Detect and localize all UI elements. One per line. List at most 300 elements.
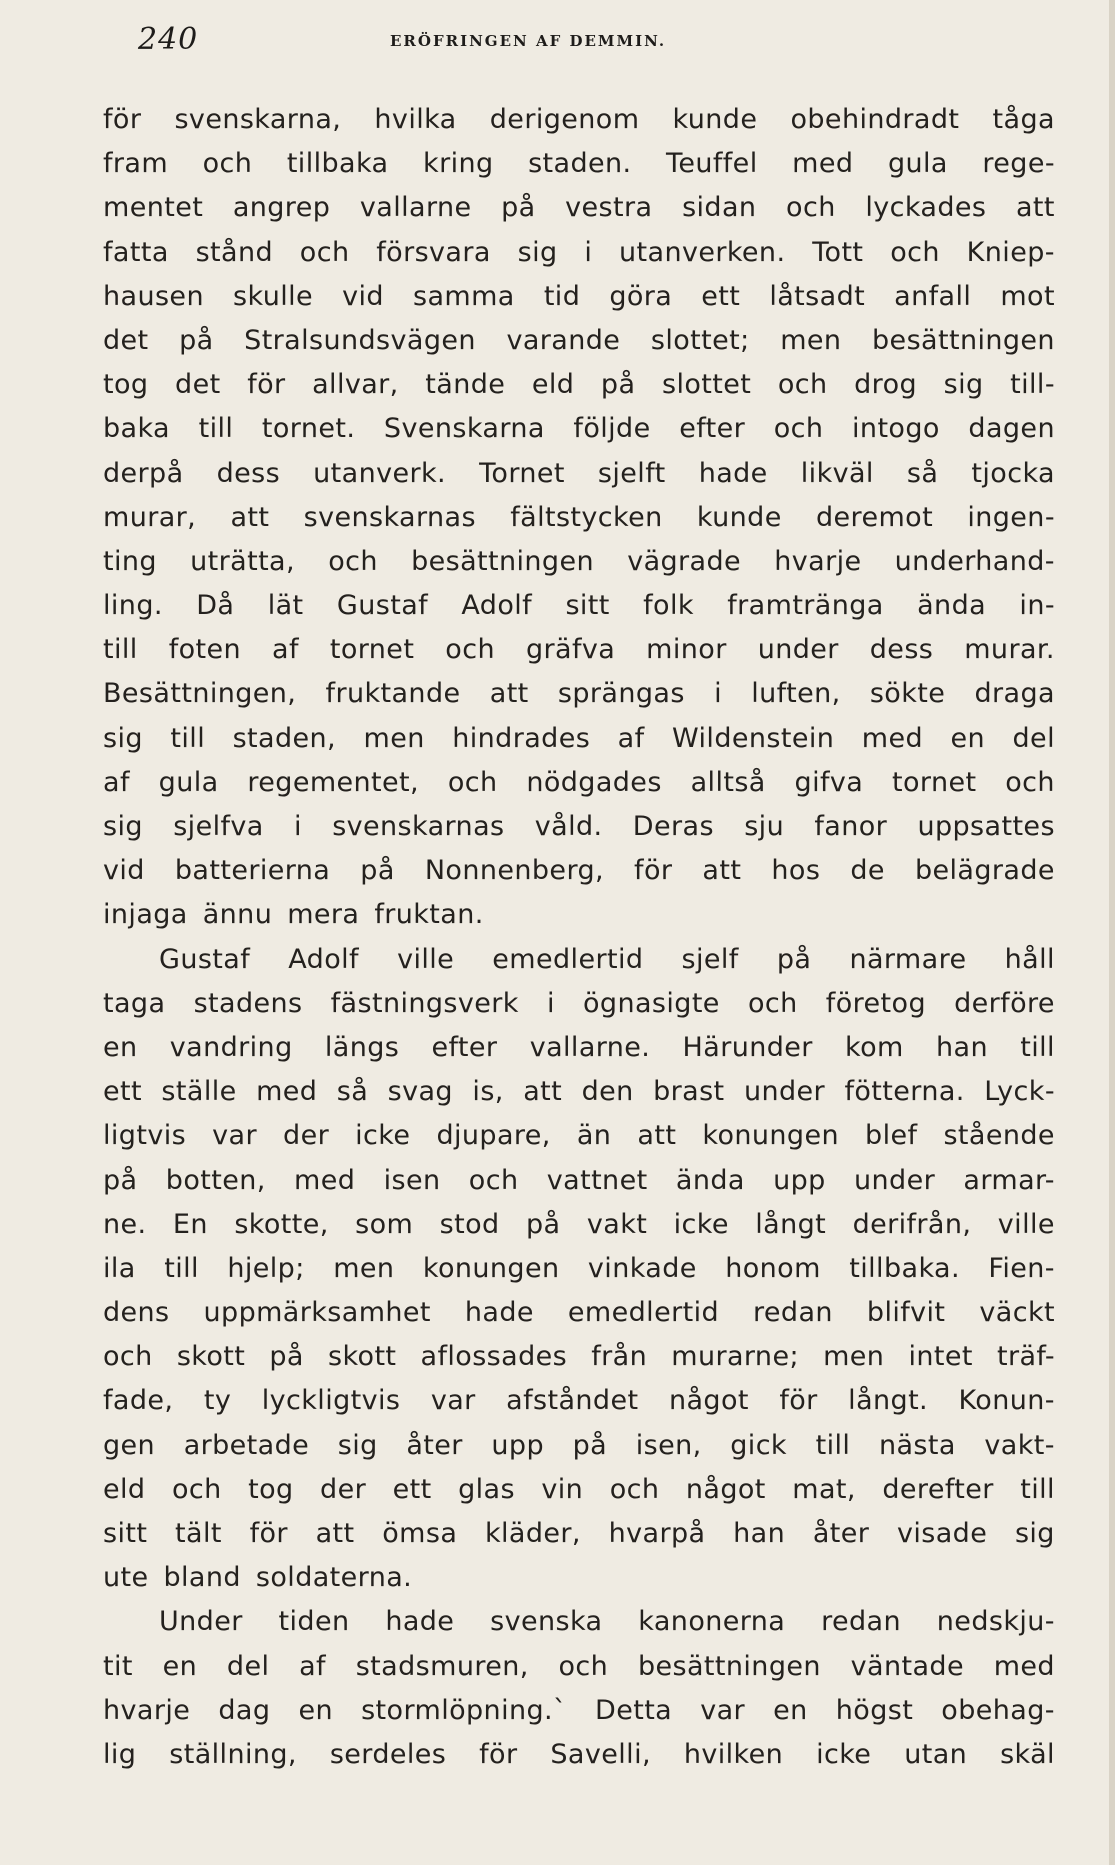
word: så	[906, 457, 939, 489]
word: Fien-	[988, 1252, 1055, 1284]
word: Deras	[632, 811, 714, 842]
word: hindrades	[452, 722, 591, 754]
word: på	[269, 1341, 304, 1373]
word: vin	[541, 1473, 584, 1505]
word: på	[600, 369, 636, 401]
word: ömsa	[382, 1518, 458, 1549]
word: och	[1005, 766, 1055, 798]
word: från	[591, 1341, 648, 1373]
word: lyckligtvis	[261, 1385, 401, 1417]
text-line	[103, 407, 1055, 451]
word: efter	[679, 413, 746, 445]
word: ila	[103, 1252, 136, 1284]
word: fästningsverk	[330, 987, 519, 1019]
word: Savelli,	[550, 1738, 651, 1770]
word: ett	[701, 280, 741, 312]
word: till-	[1010, 369, 1055, 401]
word: och	[202, 148, 253, 180]
word: en	[298, 1694, 333, 1726]
word: ligtvis	[103, 1120, 187, 1152]
word: och	[445, 634, 495, 666]
word: men	[333, 1252, 395, 1284]
word: långt	[755, 1208, 827, 1240]
word: hjelp;	[227, 1252, 305, 1284]
word: tillbaka	[286, 148, 389, 180]
text-line	[103, 938, 1055, 982]
word: för	[634, 855, 673, 887]
word: men	[780, 324, 842, 356]
word: botten,	[165, 1164, 266, 1196]
word: svenska	[490, 1606, 603, 1638]
word: sig	[943, 369, 984, 401]
word: försvara	[376, 236, 491, 268]
word: och	[777, 369, 828, 401]
word: tände	[425, 369, 506, 401]
word: han	[935, 1031, 988, 1063]
word: väntade	[850, 1650, 964, 1682]
word: blifvit	[866, 1297, 946, 1329]
word: vinkade	[587, 1252, 697, 1284]
word: med	[792, 148, 854, 180]
word: längs	[324, 1031, 400, 1063]
word: likväl	[800, 457, 874, 489]
word: till	[164, 1252, 199, 1284]
word: vid	[342, 280, 384, 312]
word: draga	[974, 678, 1055, 710]
word: nödgades	[526, 766, 662, 798]
word: tillbaka.	[849, 1252, 960, 1284]
word: på	[776, 943, 812, 975]
word: håll	[1004, 943, 1055, 975]
word: väckt	[979, 1297, 1055, 1329]
word: vallarne.	[529, 1031, 651, 1063]
word: Adolf	[288, 943, 359, 975]
word: och	[747, 987, 798, 1019]
word: på	[360, 855, 395, 887]
word: regementet,	[247, 766, 420, 798]
text-line	[103, 761, 1055, 805]
word: var	[700, 1694, 746, 1726]
word: vallarne	[359, 192, 472, 224]
word: Under	[159, 1606, 243, 1638]
text-line	[103, 540, 1055, 584]
word: angrep	[232, 192, 331, 224]
word: stadens	[193, 987, 303, 1019]
text-line	[103, 1424, 1055, 1468]
word: besättningen	[637, 1650, 821, 1682]
word: dag	[218, 1694, 271, 1726]
word: der	[320, 1473, 367, 1505]
word: sidan	[682, 192, 757, 224]
text-line	[103, 1645, 1055, 1689]
word: i	[546, 987, 555, 1019]
word: att	[637, 1120, 677, 1152]
text-line	[103, 849, 1055, 893]
text-line	[103, 672, 1055, 716]
word: var	[212, 1120, 257, 1152]
word: men	[823, 1341, 885, 1373]
word: hos	[771, 855, 821, 887]
word: en	[950, 722, 986, 754]
word: luften,	[751, 678, 841, 710]
word: Besättningen,	[103, 678, 297, 710]
word: derföre	[954, 987, 1055, 1019]
word: emedlertid	[567, 1297, 720, 1329]
word: under	[854, 1164, 936, 1196]
word: svenskarnas	[332, 811, 505, 842]
text-line	[103, 1379, 1055, 1423]
word: Då	[196, 590, 235, 622]
word: Svenskarna	[383, 413, 545, 445]
text-line	[103, 1070, 1055, 1114]
word: murarne;	[671, 1341, 799, 1373]
word: tåga	[992, 104, 1055, 135]
word: taga	[103, 987, 166, 1019]
word: uppsattes	[917, 811, 1055, 842]
word: konungen	[422, 1252, 560, 1284]
text-line	[103, 1291, 1055, 1335]
word: murar.	[964, 634, 1055, 666]
word: till	[198, 413, 234, 445]
word: tjocka	[971, 457, 1055, 489]
word: kanonerna	[638, 1606, 786, 1638]
word: icke	[355, 1120, 411, 1152]
word: gräfva	[525, 634, 616, 666]
word: sjelfva	[173, 811, 264, 842]
word: och	[773, 413, 824, 445]
word: honom	[725, 1252, 821, 1284]
word: Nonnenberg,	[424, 855, 604, 887]
word: isen,	[635, 1429, 702, 1461]
page-edge	[1109, 0, 1115, 1865]
word: ställe	[161, 1076, 237, 1108]
word: vakt	[586, 1208, 648, 1240]
word: fältstycken	[510, 501, 663, 533]
text-line	[103, 186, 1055, 230]
word: obehindradt	[790, 104, 960, 135]
word: till	[170, 722, 206, 754]
word: is,	[472, 1076, 504, 1108]
text-line-content: ute bland soldaterna.	[103, 1562, 413, 1594]
word: som	[355, 1208, 414, 1240]
word: tit	[103, 1650, 133, 1682]
word: obehag-	[941, 1694, 1055, 1726]
word: sökte	[869, 678, 946, 710]
word: hade	[385, 1606, 455, 1638]
word: vägrade	[627, 545, 742, 577]
text-line	[103, 893, 1055, 937]
word: sju	[744, 811, 785, 842]
word: den	[581, 1076, 634, 1108]
word: deremot	[815, 501, 934, 533]
word: gifva	[794, 766, 864, 798]
word: belägrade	[914, 855, 1055, 887]
word: anfall	[894, 280, 972, 312]
word: nedskju-	[936, 1606, 1055, 1638]
word: dess	[869, 634, 934, 666]
word: att	[230, 501, 270, 533]
word: brast	[653, 1076, 725, 1108]
word: stånd	[195, 236, 274, 268]
word: kunde	[672, 104, 758, 135]
word: en	[162, 1650, 198, 1682]
word: ställning,	[169, 1738, 297, 1770]
word: i	[584, 236, 593, 268]
word: staden.	[528, 148, 632, 180]
word: ända	[917, 590, 987, 622]
word: hvilka	[374, 104, 457, 135]
word: mot	[1000, 280, 1055, 312]
word: för	[103, 104, 142, 135]
word: och	[299, 236, 350, 268]
word: Konun-	[958, 1385, 1055, 1417]
word: murar,	[103, 501, 197, 533]
word: skott	[327, 1341, 397, 1373]
word: på	[525, 1208, 561, 1240]
word: stormlöpning.`	[361, 1694, 567, 1726]
word: eld	[103, 1473, 146, 1505]
word: skott	[176, 1341, 246, 1373]
body-text	[103, 98, 1055, 1777]
word: der	[283, 1120, 330, 1152]
word: en	[103, 1031, 138, 1063]
text-line	[103, 142, 1055, 186]
word: för	[779, 1385, 818, 1417]
word: Gustaf	[336, 590, 429, 622]
word: derifrån,	[852, 1208, 972, 1240]
word: så	[336, 1076, 369, 1108]
word: uträtta,	[190, 545, 295, 577]
word: stadsmuren,	[355, 1650, 529, 1682]
word: tornet	[329, 634, 415, 666]
word: var	[430, 1385, 476, 1417]
word: det	[175, 369, 221, 401]
word: i	[294, 811, 302, 842]
word: tog	[248, 1473, 294, 1505]
text-line	[103, 98, 1055, 142]
text-line	[103, 363, 1055, 407]
word: glas	[458, 1473, 515, 1505]
word: tornet.	[261, 413, 356, 445]
word: svenskarna,	[174, 104, 342, 135]
text-line	[103, 1114, 1055, 1158]
word: icke	[673, 1208, 729, 1240]
word: att	[1015, 192, 1055, 224]
word: af	[272, 634, 299, 666]
word: stående	[943, 1120, 1055, 1152]
word: ville	[397, 943, 455, 975]
word: gen	[103, 1429, 156, 1461]
word: efter	[431, 1031, 498, 1063]
word: gula	[158, 766, 219, 798]
word: sitt	[103, 1518, 148, 1549]
word: mat,	[792, 1473, 856, 1505]
word: derigenom	[489, 104, 640, 135]
word: att	[489, 678, 529, 710]
word: ett	[103, 1076, 142, 1108]
word: att	[523, 1076, 563, 1108]
word: göra	[609, 280, 673, 312]
word: arbetade	[183, 1429, 310, 1461]
running-title: ERÖFRINGEN AF DEMMIN.	[390, 32, 667, 50]
word: och	[786, 192, 836, 224]
word: af	[617, 722, 645, 754]
text-line-content: injaga ännu mera fruktan.	[103, 899, 484, 931]
word: hausen	[103, 280, 204, 312]
word: En	[172, 1208, 208, 1240]
word: dens	[103, 1297, 170, 1329]
text-line	[103, 1689, 1055, 1733]
word: vestra	[565, 192, 653, 224]
word: foten	[168, 634, 242, 666]
word: af	[299, 1650, 326, 1682]
text-line	[103, 319, 1055, 363]
word: vattnet	[546, 1164, 648, 1196]
page-number: 240	[138, 22, 199, 57]
word: ett	[392, 1473, 432, 1505]
word: dagen	[968, 413, 1055, 445]
word: på	[501, 192, 536, 224]
text-line	[103, 1600, 1055, 1644]
word: redan	[753, 1297, 833, 1329]
word: emedlertid	[492, 943, 644, 975]
word: intogo	[852, 413, 940, 445]
word: utan	[904, 1738, 968, 1770]
word: batterierna	[174, 855, 331, 887]
word: åter	[406, 1429, 463, 1461]
word: på	[572, 1429, 608, 1461]
word: varande	[506, 324, 621, 356]
word: de	[850, 855, 885, 887]
text-line	[103, 1512, 1055, 1556]
word: gick	[730, 1429, 787, 1461]
word: lyckades	[865, 192, 987, 224]
word: folk	[643, 590, 694, 622]
word: till	[815, 1429, 851, 1461]
word: skulle	[233, 280, 314, 312]
word: blef	[865, 1120, 918, 1152]
word: kring	[423, 148, 494, 180]
word: slottet	[661, 369, 752, 401]
word: tog	[103, 369, 149, 401]
word: utanverk.	[313, 457, 447, 489]
word: rege-	[982, 148, 1055, 180]
word: låtsadt	[769, 280, 866, 312]
word: Tornet	[479, 457, 565, 489]
word: träf-	[996, 1341, 1055, 1373]
word: staden,	[232, 722, 337, 754]
word: tid	[543, 280, 581, 312]
word: sig	[103, 811, 143, 842]
text-line	[103, 1335, 1055, 1379]
word: ne.	[103, 1208, 147, 1240]
text-line	[103, 496, 1055, 540]
word: vandring	[169, 1031, 293, 1063]
word: samma	[412, 280, 515, 312]
word: sjelft	[597, 457, 666, 489]
word: hvarje	[103, 1694, 191, 1726]
word: Tott	[812, 236, 864, 268]
word: ända	[675, 1164, 745, 1196]
word: på	[179, 324, 214, 356]
word: ty	[203, 1385, 232, 1417]
word: upp	[773, 1164, 826, 1196]
word: hvilken	[683, 1738, 784, 1770]
text-line	[103, 231, 1055, 275]
word: under	[743, 1076, 826, 1108]
word: han	[733, 1518, 786, 1549]
word: framtränga	[727, 590, 884, 622]
word: fruktande	[325, 678, 461, 710]
word: företog	[825, 987, 926, 1019]
word: med	[256, 1076, 318, 1108]
word: del	[226, 1650, 270, 1682]
word: och	[103, 1341, 153, 1373]
word: högst	[835, 1694, 914, 1726]
word: fanor	[814, 811, 888, 842]
word: Wildenstein	[672, 722, 835, 754]
word: intet	[908, 1341, 973, 1373]
word: att	[702, 855, 742, 887]
text-line	[103, 1556, 1055, 1600]
word: en	[773, 1694, 808, 1726]
word: slottet;	[650, 324, 750, 356]
word: vakt-	[984, 1429, 1055, 1461]
word: och	[468, 1164, 519, 1196]
word: sig	[337, 1429, 378, 1461]
word: mentet	[103, 192, 204, 224]
word: hade	[464, 1297, 534, 1329]
word: minor	[646, 634, 727, 666]
word: följde	[573, 413, 651, 445]
word: gula	[887, 148, 948, 180]
word: utanverken.	[619, 236, 786, 268]
word: aflossades	[420, 1341, 568, 1373]
word: ville	[997, 1208, 1055, 1240]
text-line	[103, 452, 1055, 496]
word: Lyck-	[984, 1076, 1055, 1108]
word: fade,	[103, 1385, 174, 1417]
word: det	[103, 324, 149, 356]
word: och	[890, 236, 940, 268]
word: ögnasigte	[583, 987, 720, 1019]
word: isen	[383, 1164, 441, 1196]
word: in-	[1019, 590, 1055, 622]
word: sig	[1014, 1518, 1055, 1549]
word: hvarje	[774, 545, 862, 577]
word: afståndet	[506, 1385, 639, 1417]
word: åter	[812, 1518, 870, 1549]
word: uppmärksamhet	[203, 1297, 431, 1329]
word: lig	[103, 1738, 137, 1770]
word: Kniep-	[966, 236, 1055, 268]
text-line	[103, 1733, 1055, 1777]
word: för	[247, 369, 286, 401]
word: sig	[517, 236, 558, 268]
word: lät	[267, 590, 304, 622]
word: eld	[531, 369, 575, 401]
word: på	[103, 1164, 138, 1196]
word: kläder,	[484, 1518, 581, 1549]
word: närmare	[849, 943, 967, 975]
word: och	[447, 766, 498, 798]
word: dess	[216, 457, 281, 489]
word: för	[479, 1738, 518, 1770]
word: Stralsundsvägen	[244, 324, 476, 356]
word: allvar,	[312, 369, 399, 401]
word: och	[558, 1650, 609, 1682]
word: Härunder	[682, 1031, 813, 1063]
